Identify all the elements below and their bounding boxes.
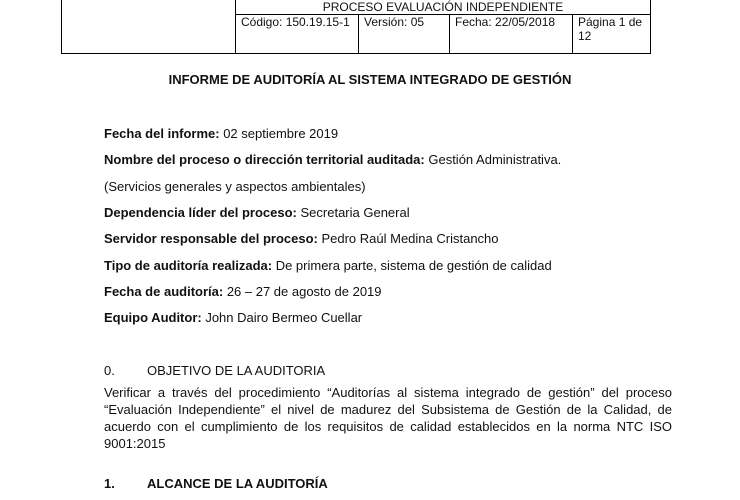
page-number: Página 1 de 12 xyxy=(573,15,651,54)
field-label: Servidor responsable del proceso: xyxy=(104,231,318,246)
field-value: 26 – 27 de agosto de 2019 xyxy=(223,284,382,299)
field-label: Fecha de auditoría: xyxy=(104,284,224,299)
field-label: Nombre del proceso o dirección territorial auditada: xyxy=(104,152,425,167)
field-audit-date xyxy=(104,284,382,299)
field-process-detail xyxy=(104,179,366,194)
field-audit-team xyxy=(104,310,362,325)
document-header-table xyxy=(61,0,651,54)
section-number: 1. xyxy=(104,476,115,491)
section-title: OBJETIVO DE LA AUDITORIA xyxy=(147,363,326,378)
field-value: Secretaria General xyxy=(296,205,410,220)
section-heading-objective xyxy=(104,363,325,378)
field-process-name xyxy=(104,152,561,167)
section-heading-scope xyxy=(104,476,328,491)
field-value: De primera parte, sistema de gestión de calidad xyxy=(272,258,552,273)
field-label: Tipo de auditoría realizada: xyxy=(104,258,273,273)
field-responsible-officer xyxy=(104,231,499,246)
field-value: (Servicios generales y aspectos ambientales) xyxy=(104,179,366,194)
report-title: INFORME DE AUDITORÍA AL SISTEMA INTEGRADO DE GESTIÓN xyxy=(168,72,572,87)
document-version: Versión: 05 xyxy=(359,15,450,54)
field-lead-department xyxy=(104,205,410,220)
field-value: 02 septiembre 2019 xyxy=(219,126,339,141)
field-label: Dependencia líder del proceso: xyxy=(104,205,297,220)
section-number: 0. xyxy=(104,363,115,378)
field-label: Fecha del informe: xyxy=(104,126,220,141)
field-value: John Dairo Bermeo Cuellar xyxy=(201,310,363,325)
document-date: Fecha: 22/05/2018 xyxy=(450,15,573,54)
field-report-date xyxy=(104,126,338,141)
objective-paragraph: Verificar a través del procedimiento “Auditorías al sistema integrado de gestión” del proceso “Evaluación Independiente” el nivel de madurez del Subsistema de Gestión de la Calidad, de acuerdo con el cumplimiento de los requisitos de calidad establecidos en la norma NTC ISO 9001:2015 xyxy=(104,385,672,451)
section-title: ALCANCE DE LA AUDITORÍA xyxy=(147,476,328,491)
field-audit-type xyxy=(104,258,552,273)
field-value: Gestión Administrativa. xyxy=(424,152,562,167)
field-value: Pedro Raúl Medina Cristancho xyxy=(317,231,499,246)
document-code: Código: 150.19.15-1 xyxy=(236,15,359,54)
logo-cell xyxy=(62,0,236,54)
process-name: PROCESO EVALUACIÓN INDEPENDIENTE xyxy=(236,0,651,15)
field-label: Equipo Auditor: xyxy=(104,310,202,325)
